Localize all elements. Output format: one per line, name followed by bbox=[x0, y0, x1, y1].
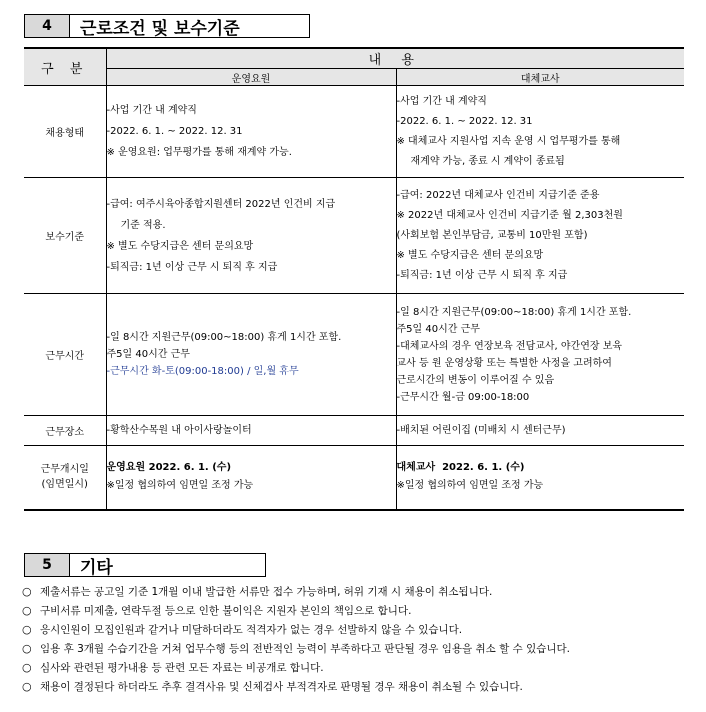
cell-line: 주5일 40시간 근무 bbox=[106, 349, 190, 360]
list-item-text: 응시인원이 모집인원과 같거나 미달하더라도 적격자가 없는 경우 선발하지 않을 수 있습니다. bbox=[40, 624, 463, 636]
list-item-text: 채용이 결정된다 하더라도 추후 결격사유 및 신체검사 부적격자로 판명될 경우 채용이 취소될 수 있습니다. bbox=[40, 681, 523, 693]
list-item-text: 구비서류 미제출, 연락두절 등으로 인한 불이익은 지원자 본인의 책임으로 합니다. bbox=[40, 605, 412, 617]
header-gubun: 구 분 bbox=[24, 48, 106, 86]
cell-line-highlight: -근무시간 화-토(09:00-18:00) / 일,월 휴무 bbox=[106, 366, 299, 377]
left-cell bbox=[106, 416, 396, 446]
cell-line: ※ 별도 수당지급은 센터 문의요망 bbox=[396, 249, 544, 261]
cell-line: ※ 2022년 대체교사 인건비 지급기준 월 2,303천원 bbox=[396, 209, 623, 221]
list-item bbox=[22, 601, 692, 620]
cell-line: -2022. 6. 1. ~ 2022. 12. 31 bbox=[396, 115, 533, 127]
circle-bullet-icon: ○ bbox=[22, 585, 32, 598]
section-5-number: 5 bbox=[24, 553, 70, 577]
table-row bbox=[24, 86, 684, 178]
cell-line: ※ 대체교사 지원사업 지속 운영 시 업무평가를 통해 bbox=[396, 135, 621, 147]
cell-line: 주5일 40시간 근무 bbox=[396, 323, 480, 335]
right-cell bbox=[396, 86, 684, 178]
cell-line: 교사 등 원 운영상황 또는 특별한 사정을 고려하여 bbox=[396, 357, 612, 369]
cell-line: -퇴직금: 1년 이상 근무 시 퇴직 후 지급 bbox=[396, 269, 568, 281]
cell-line: -배치된 어린이집 (미배치 시 센터근무) bbox=[396, 425, 566, 436]
header-naeyong: 내 용 bbox=[106, 48, 684, 69]
left-cell bbox=[106, 294, 396, 416]
cell-line: ※ 별도 수당지급은 센터 문의요망 bbox=[106, 240, 254, 252]
header-col-operator: 운영요원 bbox=[106, 69, 396, 86]
notes-list bbox=[22, 582, 692, 696]
row-label: 근무시간 bbox=[24, 294, 106, 416]
working-conditions-table bbox=[24, 47, 684, 511]
right-cell bbox=[396, 294, 684, 416]
left-cell bbox=[106, 446, 396, 510]
section-5-title: 기타 bbox=[70, 553, 266, 577]
row-label: 근무장소 bbox=[24, 416, 106, 446]
cell-line: -일 8시간 지원근무(09:00~18:00) 휴게 1시간 포함. bbox=[106, 332, 342, 343]
left-cell bbox=[106, 86, 396, 178]
left-cell bbox=[106, 178, 396, 294]
header-col-substitute: 대체교사 bbox=[396, 69, 684, 86]
circle-bullet-icon: ○ bbox=[22, 623, 32, 636]
right-cell bbox=[396, 416, 684, 446]
right-cell bbox=[396, 446, 684, 510]
row-label: 채용형태 bbox=[24, 86, 106, 178]
list-item bbox=[22, 639, 692, 658]
cell-line: -일 8시간 지원근무(09:00~18:00) 휴게 1시간 포함. bbox=[396, 306, 632, 318]
cell-line: -대체교사의 경우 연장보육 전담교사, 야간연장 보육 bbox=[396, 340, 623, 352]
list-item-text: 임용 후 3개월 수습기간을 거쳐 업무수행 등의 전반적인 능력이 부족하다고 판단될 경우 임용을 취소 할 수 있습니다. bbox=[40, 643, 570, 655]
circle-bullet-icon: ○ bbox=[22, 642, 32, 655]
cell-line: (사회보험 본인부담금, 교통비 10만원 포함) bbox=[396, 229, 588, 241]
cell-line: 근로시간의 변동이 이루어질 수 있음 bbox=[396, 374, 555, 386]
section-4-number: 4 bbox=[24, 14, 70, 38]
row-label-line: (임면일시) bbox=[41, 479, 88, 491]
cell-line: -사업 기간 내 계약직 bbox=[106, 105, 197, 116]
list-item bbox=[22, 620, 692, 639]
cell-line: -급여: 여주시육아종합지원센터 2022년 인건비 지급 bbox=[106, 198, 336, 210]
list-item bbox=[22, 677, 692, 696]
circle-bullet-icon: ○ bbox=[22, 604, 32, 617]
section-4-heading bbox=[24, 14, 310, 38]
circle-bullet-icon: ○ bbox=[22, 680, 32, 693]
cell-line: -2022. 6. 1. ~ 2022. 12. 31 bbox=[106, 126, 243, 137]
right-cell bbox=[396, 178, 684, 294]
table-row bbox=[24, 178, 684, 294]
cell-line: -사업 기간 내 계약직 bbox=[396, 95, 487, 107]
cell-line: 기준 적용. bbox=[120, 219, 166, 231]
cell-line: -근무시간 월-금 09:00-18:00 bbox=[396, 391, 530, 403]
start-date: 대체교사 2022. 6. 1. (수) bbox=[396, 462, 525, 474]
start-date-note: ※일정 협의하여 임면일 조정 가능 bbox=[396, 480, 544, 492]
start-date: 운영요원 2022. 6. 1. (수) bbox=[106, 462, 232, 474]
row-label: 보수기준 bbox=[24, 178, 106, 294]
cell-line: 재계약 가능, 종료 시 계약이 종료됨 bbox=[410, 155, 565, 167]
section-5-heading bbox=[24, 553, 266, 577]
cell-line: -황학산수목원 내 아이사랑놀이터 bbox=[106, 425, 252, 436]
list-item bbox=[22, 658, 692, 677]
table-row bbox=[24, 294, 684, 416]
cell-line: -퇴직금: 1년 이상 근무 시 퇴직 후 지급 bbox=[106, 261, 278, 273]
table-row bbox=[24, 446, 684, 510]
table-row bbox=[24, 416, 684, 446]
section-4-title: 근로조건 및 보수기준 bbox=[70, 14, 310, 38]
circle-bullet-icon: ○ bbox=[22, 661, 32, 674]
list-item-text: 심사와 관련된 평가내용 등 관련 모든 자료는 비공개로 합니다. bbox=[40, 662, 324, 674]
cell-line: ※ 운영요원: 업무평가를 통해 재계약 가능. bbox=[106, 147, 292, 158]
list-item-text: 제출서류는 공고일 기준 1개월 이내 발급한 서류만 접수 가능하며, 허위 기재 시 채용이 취소됩니다. bbox=[40, 586, 493, 598]
start-date-note: ※일정 협의하여 임면일 조정 가능 bbox=[106, 480, 254, 492]
row-label bbox=[24, 446, 106, 510]
cell-line: -급여: 2022년 대체교사 인건비 지급기준 준용 bbox=[396, 189, 600, 201]
row-label-line: 근무개시일 bbox=[40, 464, 89, 476]
list-item bbox=[22, 582, 692, 601]
